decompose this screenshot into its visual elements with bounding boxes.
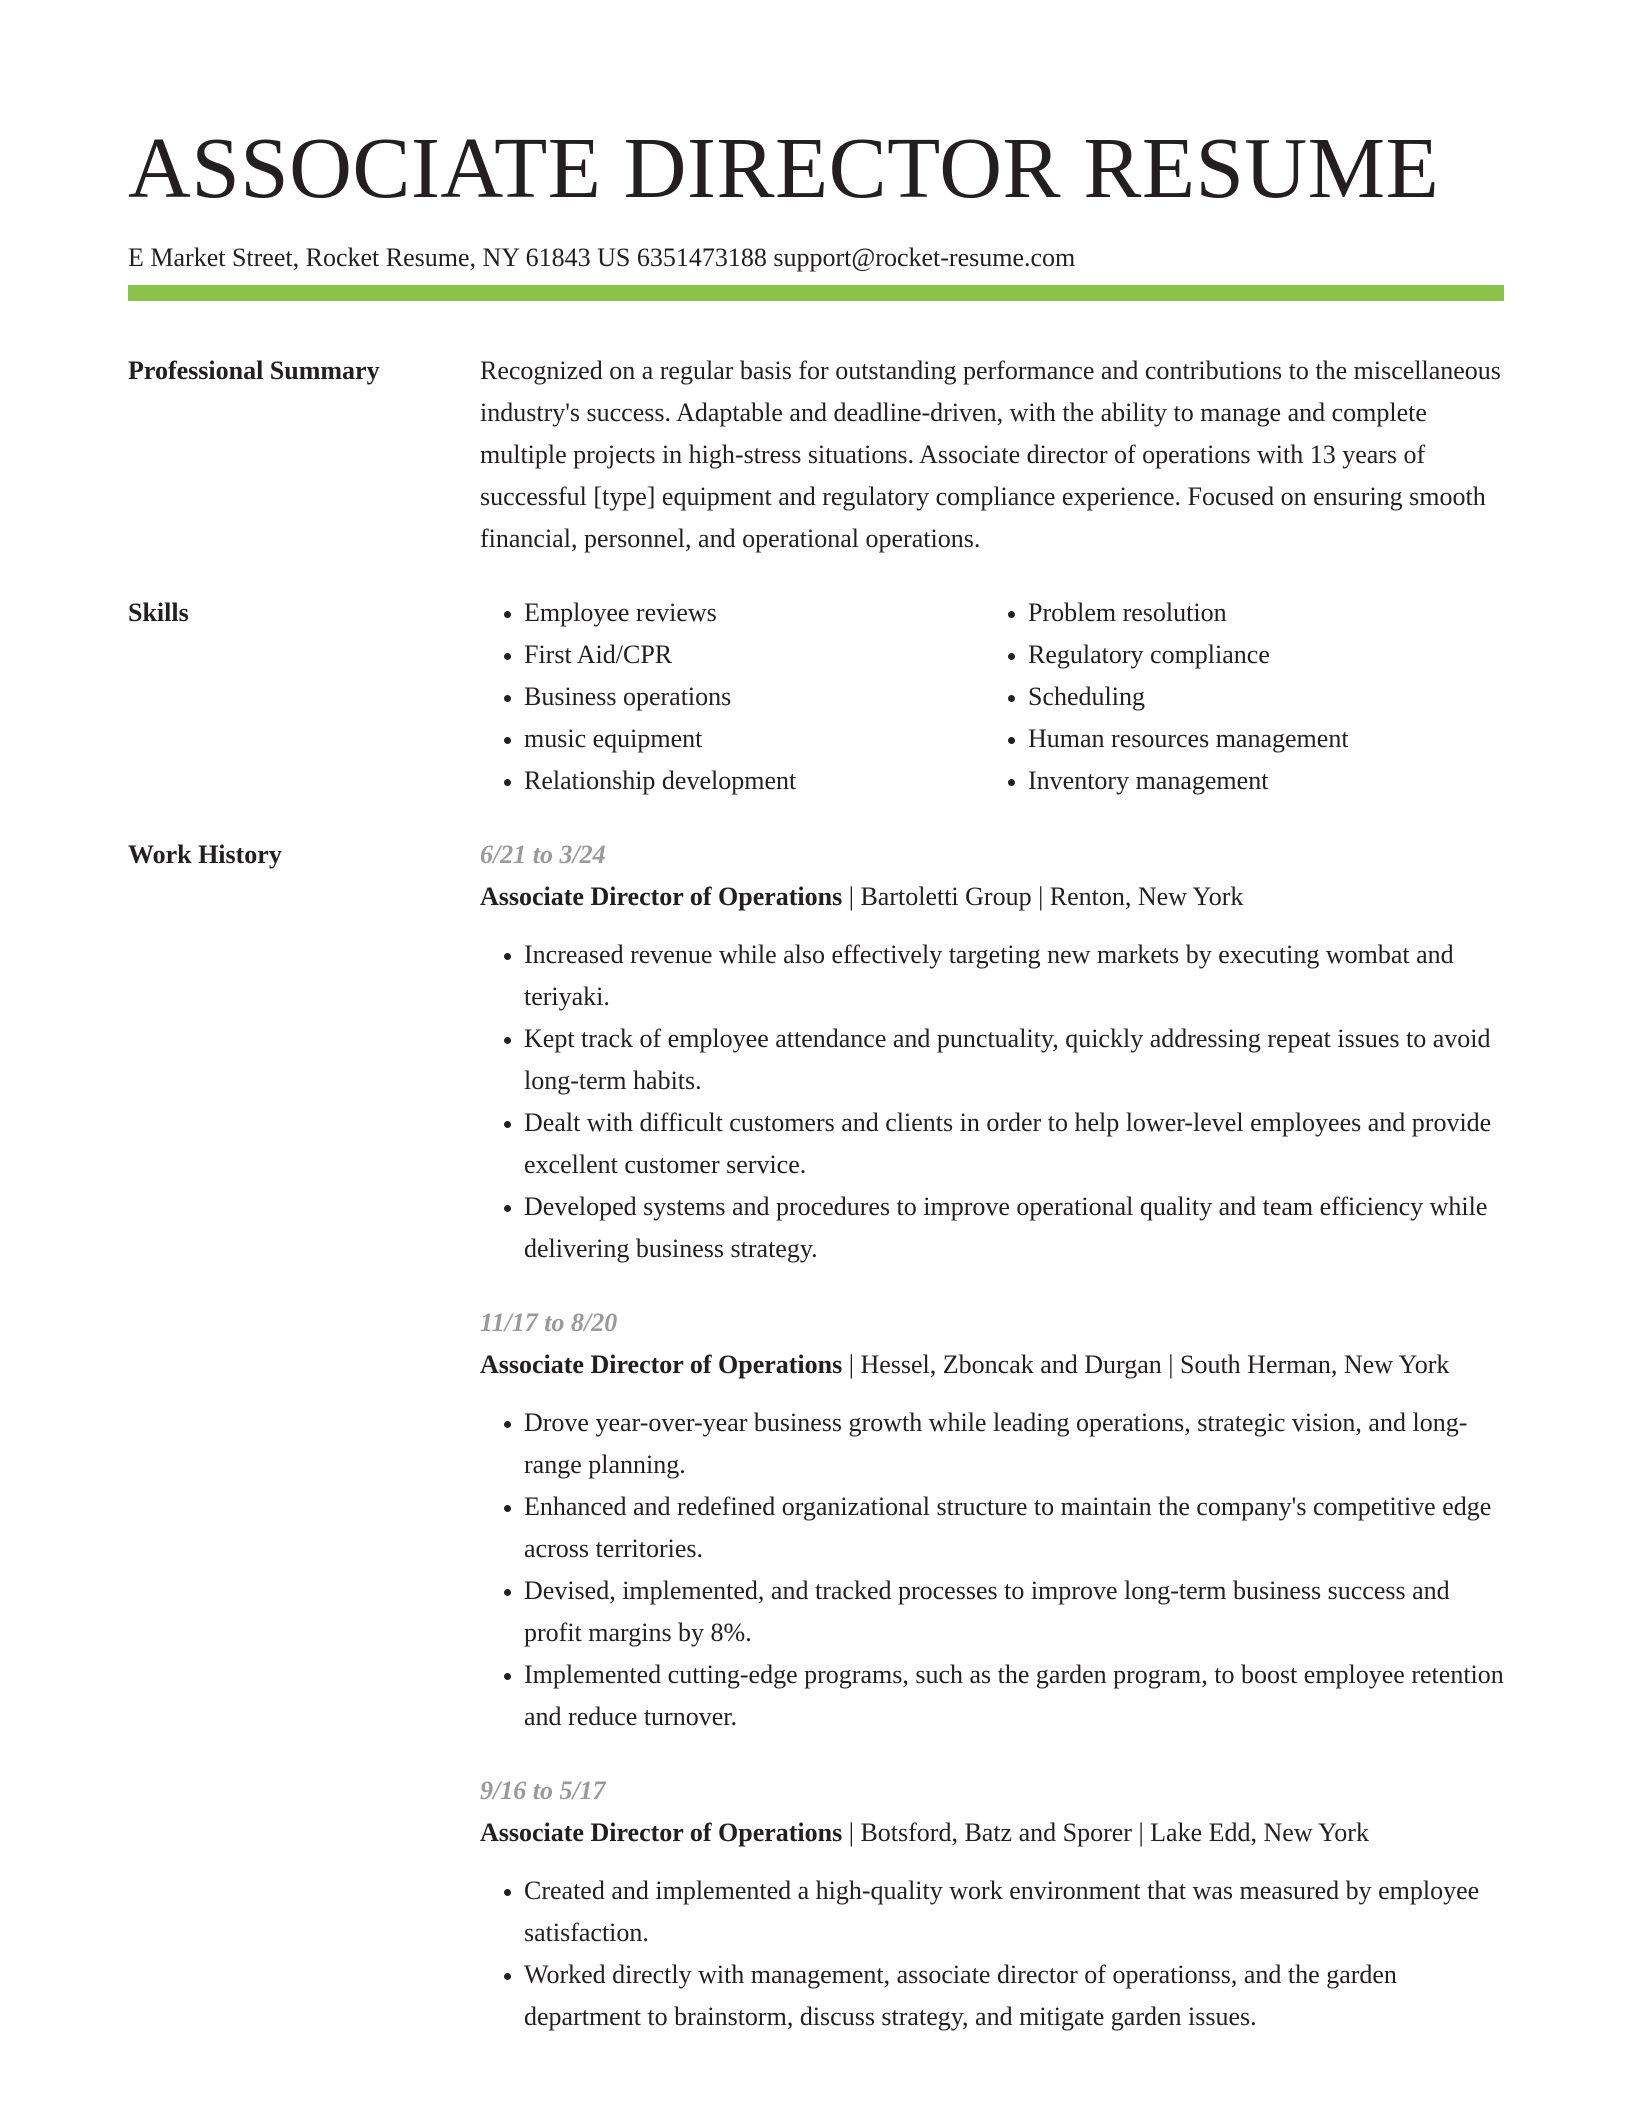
- job-bullet: • Kept track of employee attendance and punctuality, quickly addressing repeat issues to avoid long-term habits.: [524, 1018, 1504, 1102]
- job-bullets: [480, 1402, 1504, 1738]
- job-bullets: [480, 934, 1504, 1270]
- section-professional-summary: [128, 350, 1504, 560]
- skill-item: • Human resources management: [1028, 718, 1488, 760]
- accent-divider: [128, 285, 1504, 301]
- contact-phone: 6351473188: [636, 243, 767, 272]
- job-details: | Bartoletti Group | Renton, New York: [842, 882, 1244, 911]
- contact-line: [128, 242, 1504, 274]
- section-label-skills: Skills: [128, 598, 189, 627]
- skill-item: • Regulatory compliance: [1028, 634, 1488, 676]
- job-bullet: • Enhanced and redefined organizational structure to maintain the company's competitive edge across territories.: [524, 1486, 1504, 1570]
- skills-list-left: [480, 592, 984, 802]
- skill-item: • music equipment: [524, 718, 984, 760]
- section-body-work-history: [480, 834, 1504, 2070]
- job-title: Associate Director of Operations: [480, 1350, 843, 1379]
- resume-title: ASSOCIATE DIRECTOR RESUME: [128, 119, 1440, 216]
- skill-item: • Inventory management: [1028, 760, 1488, 802]
- job-title: Associate Director of Operations: [480, 882, 843, 911]
- section-skills: [128, 592, 1504, 802]
- job-dates: 9/16 to 5/17: [480, 1776, 606, 1805]
- job-bullet: • Devised, implemented, and tracked processes to improve long-term business success and profit margins by 8%.: [524, 1570, 1504, 1654]
- job-title: Associate Director of Operations: [480, 1818, 843, 1847]
- job-title-line: [480, 1344, 1504, 1386]
- job-entry: [480, 1770, 1504, 2038]
- contact-email: support@rocket-resume.com: [773, 243, 1076, 272]
- job-bullet: • Created and implemented a high-quality work environment that was measured by employee satisfaction.: [524, 1870, 1504, 1954]
- skill-item: • Business operations: [524, 676, 984, 718]
- job-dates: 11/17 to 8/20: [480, 1308, 618, 1337]
- section-label-work-history: Work History: [128, 840, 282, 869]
- section-body-skills: [480, 592, 1504, 802]
- job-title-line: [480, 876, 1504, 918]
- job-bullet: • Implemented cutting-edge programs, such as the garden program, to boost employee retention and reduce turnover.: [524, 1654, 1504, 1738]
- job-bullet: • Dealt with difficult customers and clients in order to help lower-level employees and provide excellent customer service.: [524, 1102, 1504, 1186]
- section-label-summary: Professional Summary: [128, 356, 380, 385]
- skills-list-right: [984, 592, 1488, 802]
- job-title-line: [480, 1812, 1504, 1854]
- job-dates: 6/21 to 3/24: [480, 840, 606, 869]
- job-bullet: • Drove year-over-year business growth while leading operations, strategic vision, and long-range planning.: [524, 1402, 1504, 1486]
- skill-item: • Scheduling: [1028, 676, 1488, 718]
- skill-item: • Problem resolution: [1028, 592, 1488, 634]
- skills-columns: [480, 592, 1504, 802]
- job-bullet: • Developed systems and procedures to improve operational quality and team efficiency while delivering business strategy.: [524, 1186, 1504, 1270]
- contact-address: E Market Street, Rocket Resume, NY 61843 US: [128, 243, 631, 272]
- resume-header: [128, 118, 1504, 274]
- skill-item: • First Aid/CPR: [524, 634, 984, 676]
- job-entry: [480, 834, 1504, 1270]
- section-body-summary: [480, 350, 1504, 560]
- skill-item: • Employee reviews: [524, 592, 984, 634]
- job-bullet: • Increased revenue while also effectively targeting new markets by executing wombat and teriyaki.: [524, 934, 1504, 1018]
- job-details: | Hessel, Zboncak and Durgan | South Herman, New York: [842, 1350, 1450, 1379]
- skill-item: • Relationship development: [524, 760, 984, 802]
- resume-content: [128, 350, 1504, 2102]
- section-work-history: [128, 834, 1504, 2070]
- job-bullet: • Worked directly with management, associate director of operationss, and the garden department to brainstorm, discuss strategy, and mitigate garden issues.: [524, 1954, 1504, 2038]
- summary-text: Recognized on a regular basis for outstanding performance and contributions to the miscellaneous industry's success. Adaptable and deadline-driven, with the ability to manage and complete multiple projects in high-stress situations. Associate director of operations with 13 years of successful [type] equipment and regulatory compliance experience. Focused on ensuring smooth financial, personnel, and operational operations.: [480, 356, 1501, 553]
- job-entry: [480, 1302, 1504, 1738]
- job-bullets: [480, 1870, 1504, 2038]
- job-details: | Botsford, Batz and Sporer | Lake Edd, New York: [842, 1818, 1369, 1847]
